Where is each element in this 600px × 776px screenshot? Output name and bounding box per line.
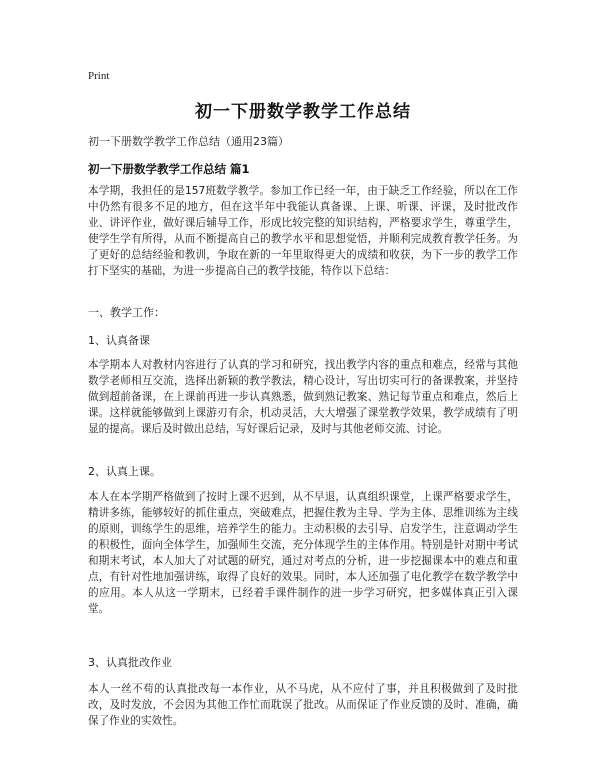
paragraph-teaching-class: 本人在本学期严格做到了按时上课不迟到，从不早退，认真组织课堂，上课严格要求学生，精讲多练，能够较好的抓住重点，突破难点，把握住教为主导、学为主体、思维训练为主线的原则，训练学生的思维，培养学生的能力。主动积极的去引导、启发学生，注意调动学生的积极性，面向全体学生，加强师生交流，充分体现学生的主体作用。特别是针对期中考试和期末考试，本人加大了对试题的研究，通过对考点的分析，进一步挖掘课本中的难点和重点，有针对性地加强讲练，取得了良好的效果。同时，本人还加强了电化教学在数学教学中的应用。本人从这一学期末，已经着手课件制作的进一步学习研究，把多媒体真正引入课堂。 bbox=[88, 491, 518, 615]
document-subtitle: 初一下册数学教学工作总结（通用23篇） bbox=[88, 135, 289, 148]
intro-paragraph: 本学期，我担任的是157班数学教学。参加工作已经一年，由于缺乏工作经验，所以在工作中仍然有很多不足的地方，但在这半年中我能认真备课、上课、听课、评课，及时批改作业、讲评作业，做好课后辅导工作，形成比较完整的知识结构，严格要求学生，尊重学生，使学生学有所得，从而不断提高自己的教学水平和思想觉悟，并顺利完成教育教学任务。为了更好的总结经验和教训，争取在新的一年里取得更大的成绩和收获，为下一步的教学工作打下坚实的基础，为进一步提高自己的教学技能，特作以下总结： bbox=[88, 185, 518, 277]
heading-teaching-class: 2、认真上课。 bbox=[88, 465, 161, 478]
paragraph-lesson-prep: 本学期本人对教材内容进行了认真的学习和研究，找出教学内容的重点和难点，经常与其他数学老师相互交流，选择出新颖的教学教法，精心设计，写出切实可行的备课教案，并坚持做到超前备课，在上课前再进一步认真熟悉，做到熟记教案、熟记每节重点和难点，然后上课。这样就能够做到上课游刃有余，机动灵活，大大增强了课堂教学效果，教学成绩有了明显的提高。课后及时做出总结，写好课后记录，及时与其他老师交流、讨论。 bbox=[88, 359, 518, 435]
heading-teaching-work: 一、教学工作： bbox=[88, 306, 165, 319]
document-title: 初一下册数学教学工作总结 bbox=[195, 102, 411, 122]
print-link[interactable]: Print bbox=[88, 70, 110, 82]
heading-lesson-prep: 1、认真备课 bbox=[88, 334, 150, 347]
heading-homework: 3、认真批改作业 bbox=[88, 656, 172, 669]
paragraph-homework: 本人一丝不苟的认真批改每一本作业，从不马虎，从不应付了事，并且积极做到了及时批改，及时发放，不会因为其他工作忙而耽误了批改。从而保证了作业反馈的及时、准确，确保了作业的实效性。 bbox=[88, 683, 518, 727]
section-heading: 初一下册数学教学工作总结 篇1 bbox=[88, 162, 250, 176]
